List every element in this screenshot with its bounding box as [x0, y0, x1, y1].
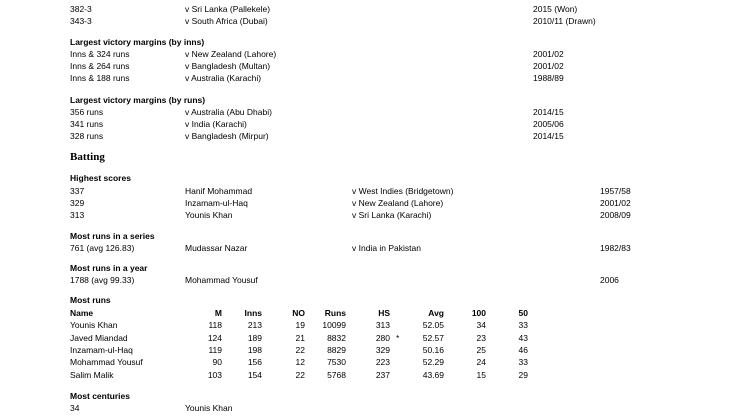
season: 2001/02: [600, 198, 631, 208]
runs-cell: 8832: [327, 333, 346, 343]
season: 2005/06: [533, 119, 564, 129]
season: 2008/09: [600, 210, 631, 220]
season: 2014/15: [533, 107, 564, 117]
opponent: v Bangladesh (Multan): [185, 61, 271, 71]
centuries-heading: Most centuries: [70, 391, 130, 401]
opponent: v New Zealand (Lahore): [352, 198, 444, 208]
player: Younis Khan: [185, 210, 233, 220]
runs: 1788 (avg 99.33): [70, 275, 135, 285]
player: Mohammad Yousuf: [185, 275, 258, 285]
m-cell: 118: [208, 320, 222, 330]
inns-cell: 198: [247, 345, 262, 355]
margin: 356 runs: [70, 107, 104, 117]
score: 329: [70, 198, 85, 208]
runs-cell: 10099: [322, 320, 346, 330]
opponent: v India in Pakistan: [352, 243, 421, 253]
opponent: v India (Karachi): [185, 119, 247, 129]
avg-cell: 52.05: [422, 320, 444, 330]
not-out-marker: *: [396, 333, 400, 343]
score: 313: [70, 210, 85, 220]
hs-cell: 237: [375, 370, 390, 380]
total-venue: v South Africa (Dubai): [185, 16, 268, 26]
hs-cell: 329: [375, 345, 390, 355]
avg-cell: 52.57: [422, 333, 444, 343]
fifties-cell: 43: [518, 333, 528, 343]
hundreds-cell: 23: [476, 333, 486, 343]
opponent: v Bangladesh (Mirpur): [185, 131, 269, 141]
no-cell: 21: [295, 333, 305, 343]
count: 34: [70, 403, 80, 413]
margin: 328 runs: [70, 131, 104, 141]
name-cell: Salim Malik: [70, 370, 114, 380]
col-hs: HS: [378, 308, 390, 318]
opponent: v West Indies (Bridgetown): [352, 186, 454, 196]
hundreds-cell: 25: [476, 345, 486, 355]
inns-cell: 156: [247, 357, 262, 367]
fifties-cell: 33: [518, 357, 528, 367]
player: Mudassar Nazar: [185, 243, 248, 253]
col-50: 50: [518, 308, 528, 318]
opponent: v New Zealand (Lahore): [185, 49, 277, 59]
runs-cell: 5768: [327, 370, 346, 380]
season: 2006: [600, 275, 619, 285]
player: Inzamam-ul-Haq: [185, 198, 248, 208]
inns-cell: 154: [247, 370, 262, 380]
opponent: v Australia (Karachi): [185, 73, 262, 83]
victory-inns-heading: Largest victory margins (by inns): [70, 37, 205, 47]
m-cell: 103: [207, 370, 222, 380]
col-m: M: [214, 308, 222, 318]
margin: Inns & 264 runs: [70, 61, 130, 71]
col-100: 100: [471, 308, 486, 318]
year-heading: Most runs in a year: [70, 263, 148, 273]
season: 1982/83: [600, 243, 631, 253]
avg-cell: 50.16: [422, 345, 444, 355]
season: 2001/02: [533, 49, 564, 59]
col-avg: Avg: [428, 308, 444, 318]
margin: 341 runs: [70, 119, 104, 129]
total-venue: v Sri Lanka (Pallekele): [185, 4, 271, 14]
inns-cell: 213: [247, 320, 262, 330]
runs: 761 (avg 126.83): [70, 243, 135, 253]
no-cell: 22: [295, 370, 305, 380]
hs-cell: 223: [375, 357, 390, 367]
total-score: 343-3: [70, 16, 92, 26]
season: 2001/02: [533, 61, 564, 71]
no-cell: 12: [295, 357, 305, 367]
fifties-cell: 29: [518, 370, 528, 380]
batting-section-title: Batting: [70, 151, 105, 163]
score: 337: [70, 186, 85, 196]
col-runs: Runs: [324, 308, 346, 318]
no-cell: 22: [295, 345, 305, 355]
m-cell: 90: [212, 357, 222, 367]
victory-runs-heading: Largest victory margins (by runs): [70, 95, 206, 105]
m-cell: 119: [208, 345, 222, 355]
hundreds-cell: 15: [476, 370, 486, 380]
season: 1988/89: [533, 73, 564, 83]
total-score: 382-3: [70, 4, 92, 14]
total-season: 2010/11 (Drawn): [533, 16, 596, 26]
player: Hanif Mohammad: [185, 186, 253, 196]
margin: Inns & 188 runs: [70, 73, 130, 83]
opponent: v Australia (Abu Dhabi): [185, 107, 272, 117]
most-runs-heading: Most runs: [70, 295, 111, 305]
col-inns: Inns: [244, 308, 262, 318]
name-cell: Younis Khan: [70, 320, 118, 330]
hs-cell: 280: [375, 333, 390, 343]
margin: Inns & 324 runs: [70, 49, 130, 59]
fifties-cell: 33: [518, 320, 528, 330]
avg-cell: 43.69: [422, 370, 444, 380]
highest-scores-heading: Highest scores: [70, 173, 131, 183]
inns-cell: 189: [247, 333, 262, 343]
total-season: 2015 (Won): [533, 4, 578, 14]
runs-cell: 8829: [327, 345, 346, 355]
no-cell: 19: [295, 320, 305, 330]
hundreds-cell: 24: [476, 357, 486, 367]
hs-cell: 313: [375, 320, 390, 330]
name-cell: Inzamam-ul-Haq: [70, 345, 133, 355]
series-heading: Most runs in a series: [70, 231, 155, 241]
player: Younis Khan: [185, 403, 233, 413]
season: 1957/58: [600, 186, 631, 196]
opponent: v Sri Lanka (Karachi): [352, 210, 432, 220]
runs-cell: 7530: [327, 357, 346, 367]
season: 2014/15: [533, 131, 564, 141]
avg-cell: 52.29: [422, 357, 444, 367]
name-cell: Mohammad Yousuf: [70, 357, 143, 367]
col-name: Name: [70, 308, 94, 318]
name-cell: Javed Miandad: [70, 333, 128, 343]
hundreds-cell: 34: [476, 320, 486, 330]
col-no: NO: [292, 308, 305, 318]
m-cell: 124: [207, 333, 222, 343]
fifties-cell: 46: [518, 345, 528, 355]
